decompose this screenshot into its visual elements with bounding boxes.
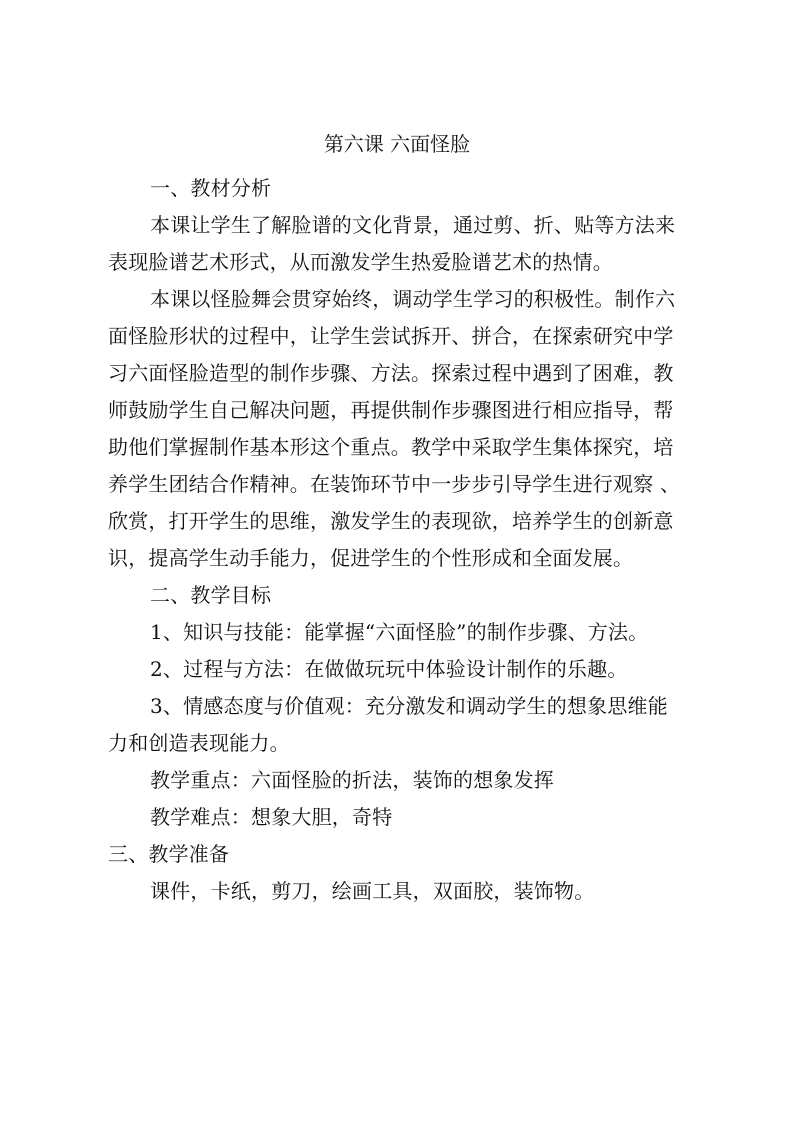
section-heading-3: 三、教学准备 <box>108 842 230 866</box>
paragraph-2-line-2: 面怪脸形状的过程中，让学生尝试拆开、拼合，在探索研究中学 <box>108 324 674 348</box>
paragraph-2-line-3: 习六面怪脸造型的制作步骤、方法。探索过程中遇到了困难，教 <box>108 361 674 385</box>
objective-item-3-line-2: 力和创造表现能力。 <box>108 731 290 755</box>
paragraph-1-line-2: 表现脸谱艺术形式，从而激发学生热爱脸谱艺术的热情。 <box>108 250 613 274</box>
teaching-key-point: 教学重点：六面怪脸的折法，装饰的想象发挥 <box>150 768 554 792</box>
section-heading-1: 一、教材分析 <box>150 176 272 200</box>
paragraph-2-line-1: 本课以怪脸舞会贯穿始终，调动学生学习的积极性。制作六 <box>150 287 676 311</box>
paragraph-2-line-6: 养学生团结合作精神。在装饰环节中一步步引导学生进行观察 、 <box>108 472 681 496</box>
document-body <box>108 170 688 910</box>
section-heading-2: 二、教学目标 <box>150 583 272 607</box>
paragraph-2-line-7: 欣赏，打开学生的思维，激发学生的表现欲，培养学生的创新意 <box>108 509 674 533</box>
paragraph-2-line-4: 师鼓励学生自己解决问题，再提供制作步骤图进行相应指导，帮 <box>108 398 674 422</box>
objective-item-1: 1、知识与技能：能掌握“六面怪脸”的制作步骤、方法。 <box>150 620 649 644</box>
materials-list: 课件，卡纸，剪刀，绘画工具，双面胶，装饰物。 <box>150 879 595 903</box>
paragraph-1-line-1: 本课让学生了解脸谱的文化背景，通过剪、折、贴等方法来 <box>150 213 676 237</box>
objective-item-3-line-1: 3、情感态度与价值观：充分激发和调动学生的想象思维能 <box>150 694 668 718</box>
paragraph-2-line-8: 识，提高学生动手能力，促进学生的个性形成和全面发展。 <box>108 546 634 570</box>
objective-item-2: 2、过程与方法：在做做玩玩中体验设计制作的乐趣。 <box>150 657 628 681</box>
paragraph-2-line-5: 助他们掌握制作基本形这个重点。教学中采取学生集体探究，培 <box>108 435 674 459</box>
teaching-difficulty: 教学难点：想象大胆，奇特 <box>150 805 393 829</box>
page-title: 第六课 六面怪脸 <box>323 132 471 156</box>
